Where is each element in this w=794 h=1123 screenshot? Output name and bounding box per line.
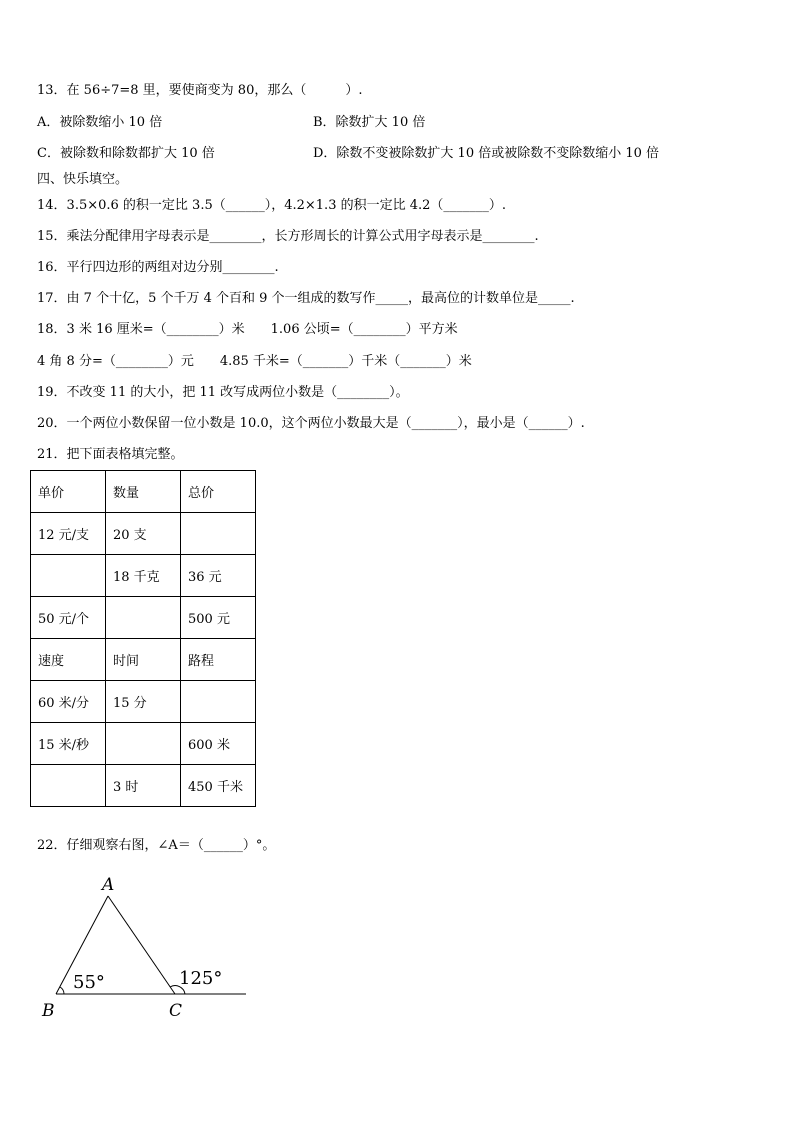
q13-option-c: C．被除数和除数都扩大 10 倍: [37, 146, 215, 161]
table-cell: [181, 681, 256, 723]
table-cell: 路程: [181, 639, 256, 681]
table-cell: [31, 555, 106, 597]
price-quantity-table: [30, 470, 256, 807]
table-row: [31, 723, 256, 765]
vertex-b-label: B: [42, 1001, 55, 1021]
angle-b-arc: [60, 987, 64, 994]
question-21: 21．把下面表格填完整。: [37, 447, 184, 462]
table-row: [31, 765, 256, 807]
question-18-line-2: 4 角 8 分=（________）元 4.85 千米=（_______）千米（_______）米: [37, 354, 472, 369]
table-cell: [31, 765, 106, 807]
table-row: [31, 513, 256, 555]
angle-c-value: 125°: [179, 968, 223, 989]
table-cell: [181, 513, 256, 555]
vertex-c-label: C: [169, 1001, 183, 1021]
question-16: 16．平行四边形的两组对边分别________.: [37, 260, 279, 275]
table-cell: 18 千克: [106, 555, 181, 597]
table-cell: 速度: [31, 639, 106, 681]
table-row: [31, 639, 256, 681]
q13-option-b: B．除数扩大 10 倍: [313, 115, 426, 130]
question-15: 15．乘法分配律用字母表示是________，长方形周长的计算公式用字母表示是________.: [37, 229, 539, 244]
table-cell: 15 米/秒: [31, 723, 106, 765]
table-cell: 总价: [181, 471, 256, 513]
table-cell: 15 分: [106, 681, 181, 723]
q13-stem: 13．在 56÷7=8 里，要使商变为 80，那么（ ）.: [37, 83, 363, 98]
table-cell: 50 元/个: [31, 597, 106, 639]
table-cell: 时间: [106, 639, 181, 681]
q13-option-a: A．被除数缩小 10 倍: [37, 115, 163, 130]
table-row: [31, 597, 256, 639]
question-20: 20．一个两位小数保留一位小数是 10.0，这个两位小数最大是（_______），最小是（______）.: [37, 416, 585, 431]
question-18-line-1: 18．3 米 16 厘米=（________）米 1.06 公顷=（________）平方米: [37, 322, 458, 337]
table-cell: 12 元/支: [31, 513, 106, 555]
table-cell: [106, 723, 181, 765]
table-cell: [106, 597, 181, 639]
side-ac: [108, 896, 175, 994]
table-cell: 36 元: [181, 555, 256, 597]
vertex-a-label: A: [102, 875, 115, 895]
table-cell: 3 时: [106, 765, 181, 807]
question-22: 22．仔细观察右图，∠A＝（______）°。: [37, 838, 276, 853]
table-row: [31, 471, 256, 513]
table-row: [31, 681, 256, 723]
table-cell: 数量: [106, 471, 181, 513]
q13-option-d: D．除数不变被除数扩大 10 倍或被除数不变除数缩小 10 倍: [313, 146, 660, 161]
table-cell: 单价: [31, 471, 106, 513]
section-heading: 四、快乐填空。: [37, 172, 129, 187]
table-cell: 500 元: [181, 597, 256, 639]
table-cell: 60 米/分: [31, 681, 106, 723]
angle-b-value: 55°: [73, 972, 105, 993]
table-row: [31, 555, 256, 597]
question-14: 14．3.5×0.6 的积一定比 3.5（______），4.2×1.3 的积一定比 4.2（_______）.: [37, 198, 507, 213]
table-cell: 600 米: [181, 723, 256, 765]
table-cell: 450 千米: [181, 765, 256, 807]
triangle-figure: [30, 870, 260, 1025]
table-cell: 20 支: [106, 513, 181, 555]
question-17: 17．由 7 个十亿，5 个千万 4 个百和 9 个一组成的数写作_____，最高位的计数单位是_____.: [37, 291, 575, 306]
question-19: 19．不改变 11 的大小，把 11 改写成两位小数是（________）。: [37, 385, 409, 400]
